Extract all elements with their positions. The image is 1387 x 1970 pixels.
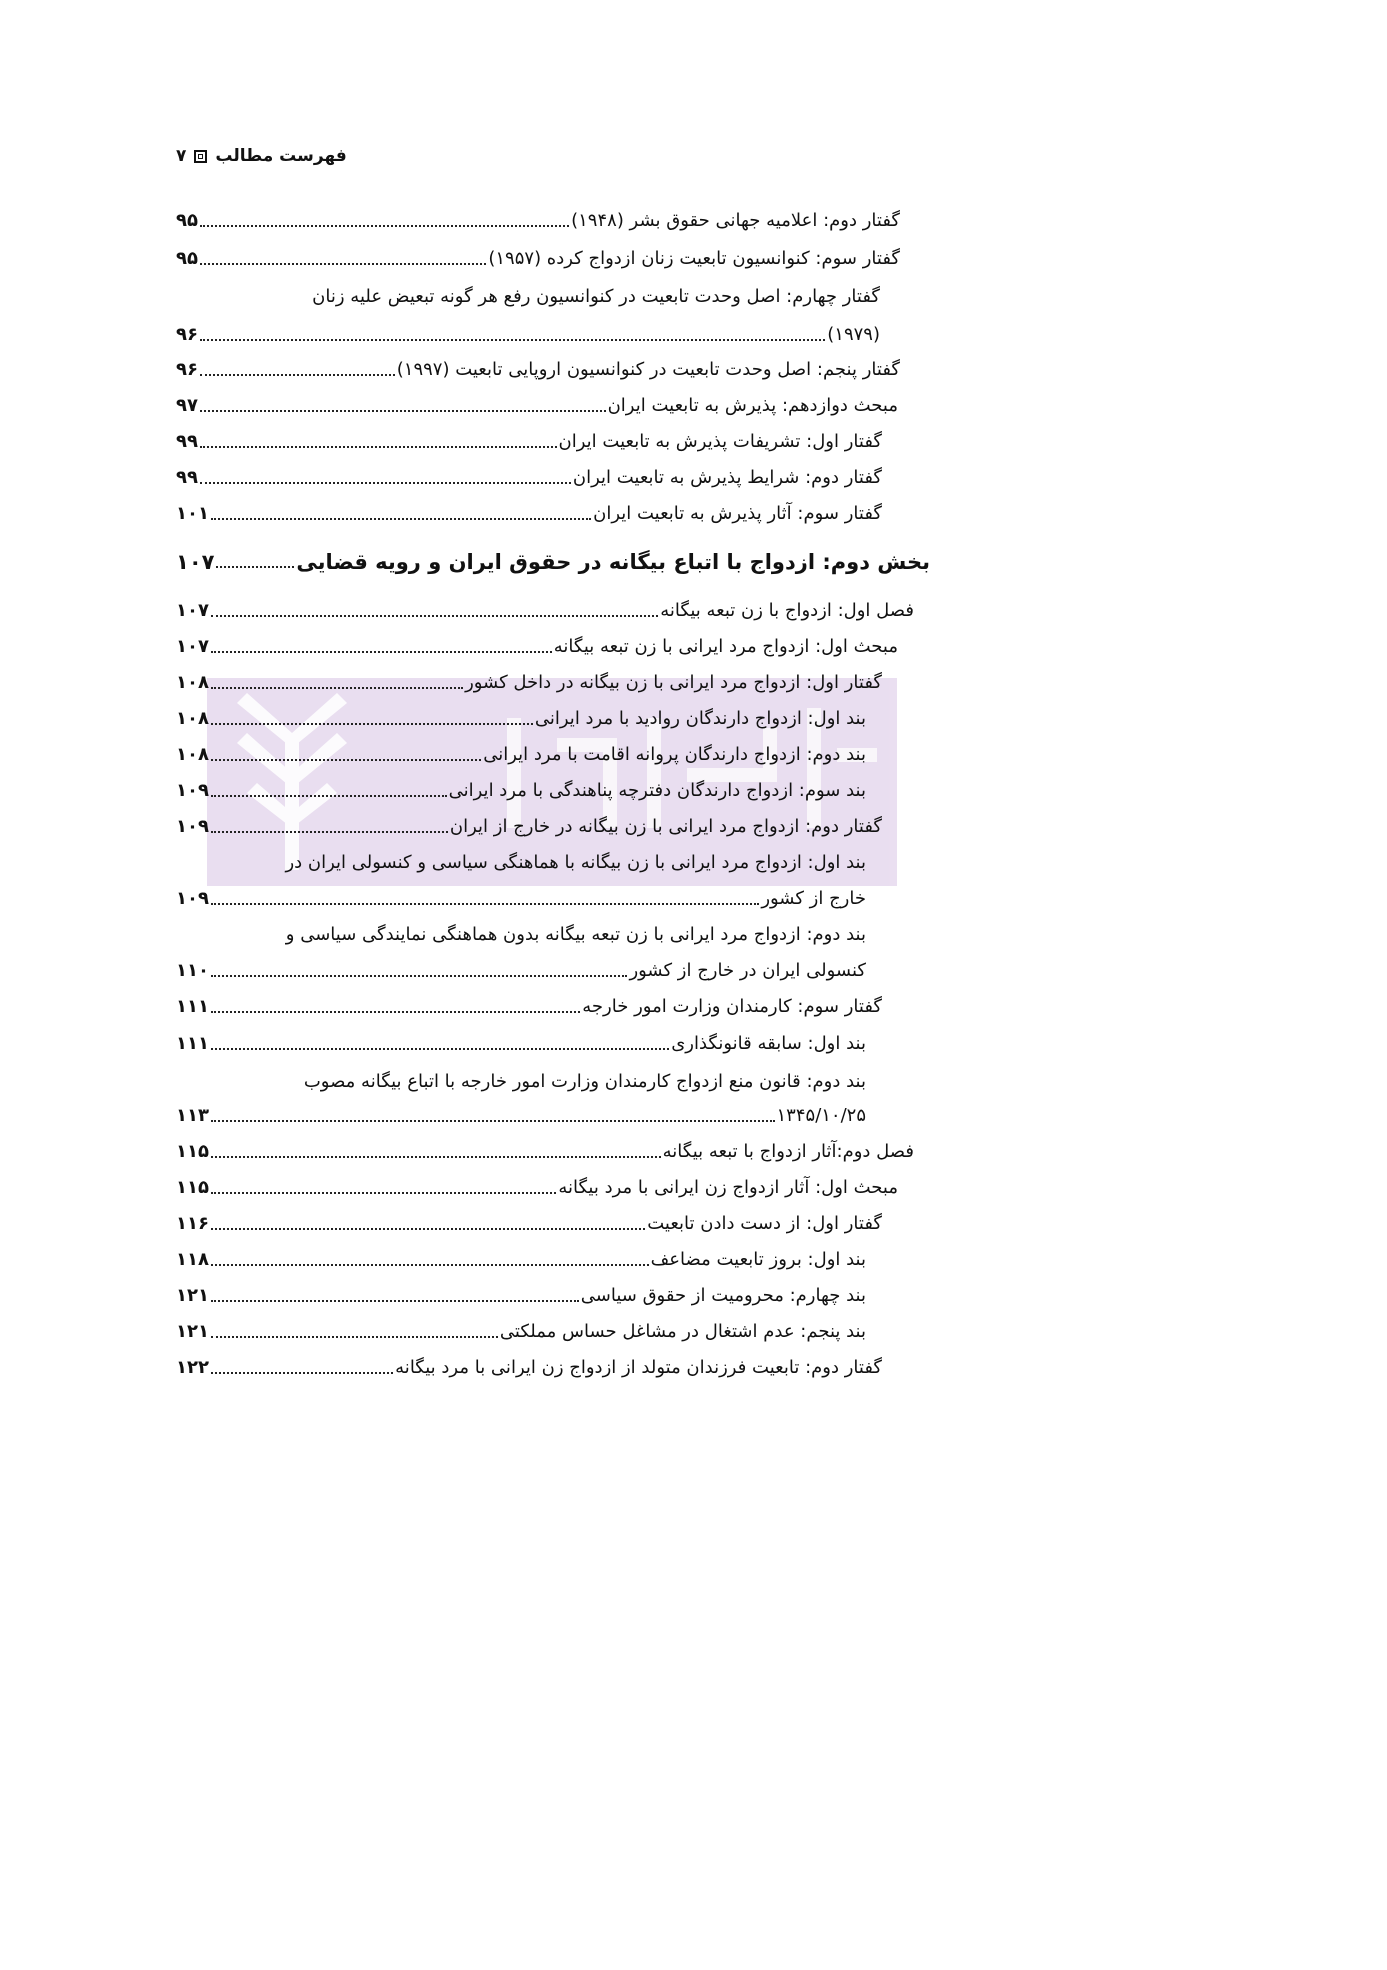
toc-entry-title: بند دوم: ازدواج دارندگان پروانه اقامت با مرد ایرانی [483, 744, 866, 765]
leader-dots [211, 1156, 661, 1158]
leader-dots [211, 723, 533, 725]
toc-entry-page: ۱۱۶ [176, 1213, 209, 1234]
leader-dots [211, 615, 658, 617]
toc-entry-title: خارج از کشور [761, 888, 866, 909]
toc-entry [176, 885, 866, 913]
leader-dots [211, 1192, 556, 1194]
toc-entry-page: ۱۱۳ [176, 1105, 209, 1126]
toc-entry [176, 705, 866, 733]
toc-entry [176, 633, 898, 661]
toc-entry-page: ۱۱۵ [176, 1177, 209, 1198]
toc-entry [176, 777, 866, 805]
leader-dots [211, 687, 463, 689]
toc-entry-page: ۱۰۹ [176, 816, 209, 837]
toc-entry [176, 597, 914, 625]
toc-entry [176, 993, 882, 1021]
toc-entry-page: ۹۵ [176, 248, 198, 269]
leader-dots [211, 975, 627, 977]
leader-dots [216, 566, 294, 568]
toc-entry [176, 741, 866, 769]
toc-entry-page: ۱۱۰ [176, 960, 209, 981]
toc-entry-page: ۱۱۸ [176, 1249, 209, 1270]
toc-entry-page: ۹۹ [176, 431, 198, 452]
leader-dots [211, 759, 481, 761]
header-page-number: ۷ [176, 146, 187, 166]
toc-entry-title: گفتار دوم: تابعیت فرزندان متولد از ازدواج زن ایرانی با مرد بیگانه [395, 1357, 882, 1378]
leader-dots [200, 374, 395, 376]
toc-entry [176, 1174, 898, 1202]
toc-entry-wrapped-line: بند اول: ازدواج مرد ایرانی با زن بیگانه با هماهنگی سیاسی و کنسولی ایران در [285, 852, 866, 873]
toc-entry [176, 1102, 866, 1130]
toc-entry-page: ۹۷ [176, 395, 198, 416]
toc-entry-title: گفتار اول: تشریفات پذیرش به تابعیت ایران [558, 431, 882, 452]
toc-entry-title: فصل دوم:آثار ازدواج با تبعه بیگانه [662, 1141, 914, 1162]
leader-dots [211, 1300, 579, 1302]
toc-entry-wrapped-line: بند دوم: ازدواج مرد ایرانی با زن تبعه بیگانه بدون هماهنگی نمایندگی سیاسی و [285, 924, 866, 945]
toc-entry-wrapped-line: گفتار چهارم: اصل وحدت تابعیت در کنوانسیون رفع هر گونه تبعیض علیه زنان [312, 286, 880, 307]
toc-entry-title: (۱۹۷۹) [827, 324, 880, 345]
toc-entry-title: گفتار اول: از دست دادن تابعیت [647, 1213, 882, 1234]
leader-dots [211, 1011, 580, 1013]
toc-entry-title: بند اول: ازدواج دارندگان روادید با مرد ایرانی [534, 708, 866, 729]
toc-entry-title: بخش دوم: ازدواج با اتباع بیگانه در حقوق ایران و رویه قضایی [296, 550, 930, 574]
leader-dots [200, 446, 557, 448]
toc-entry-title: گفتار پنجم: اصل وحدت تابعیت در کنوانسیون اروپایی تابعیت (۱۹۹۷) [396, 359, 900, 380]
toc-entry-title: بند اول: سابقه قانونگذاری [671, 1033, 866, 1054]
leader-dots [211, 1120, 775, 1122]
toc-entry [176, 813, 882, 841]
toc-entry-title: ۱۳۴۵/۱۰/۲۵ [776, 1105, 866, 1126]
toc-entry-title: بند سوم: ازدواج دارندگان دفترچه پناهندگی با مرد ایرانی [448, 780, 866, 801]
toc-entry-title: کنسولی ایران در خارج از کشور [629, 960, 866, 981]
toc-entry-page: ۹۹ [176, 467, 198, 488]
toc-entry-page: ۱۰۹ [176, 888, 209, 909]
toc-entry-page: ۱۰۸ [176, 744, 209, 765]
toc-entry-page: ۱۱۵ [176, 1141, 209, 1162]
toc-entry-page: ۱۱۱ [176, 996, 209, 1017]
toc-entry-page: ۹۶ [176, 324, 198, 345]
leader-dots [211, 518, 591, 520]
toc-entry-page: ۱۰۱ [176, 503, 209, 524]
toc-entry-wrapped-line: بند دوم: قانون منع ازدواج کارمندان وزارت امور خارجه با اتباع بیگانه مصوب [303, 1071, 866, 1092]
toc-entry [176, 1354, 882, 1382]
toc-entry-title: مبحث دوازدهم: پذیرش به تابعیت ایران [607, 395, 898, 416]
toc-entry-title: مبحث اول: ازدواج مرد ایرانی با زن تبعه بیگانه [553, 636, 898, 657]
leader-dots [211, 1228, 645, 1230]
toc-entry-page: ۱۲۱ [176, 1285, 209, 1306]
toc-entry [176, 392, 898, 420]
toc-entry [176, 1030, 866, 1058]
toc-entry [176, 1282, 866, 1310]
toc-entry [176, 1210, 882, 1238]
toc-entry-title: گفتار دوم: اعلامیه جهانی حقوق بشر (۱۹۴۸) [571, 210, 900, 231]
toc-entry-title: گفتار سوم: کنوانسیون تابعیت زنان ازدواج کرده (۱۹۵۷) [488, 248, 900, 269]
leader-dots [211, 903, 759, 905]
toc-entry-title: بند اول: بروز تابعیت مضاعف [650, 1249, 866, 1270]
toc-entry [176, 428, 882, 456]
toc-entry [176, 669, 882, 697]
leader-dots [211, 831, 448, 833]
toc-entry-page: ۱۰۷ [176, 600, 209, 621]
toc-entry [176, 207, 900, 235]
toc-entry [176, 500, 882, 528]
toc-entry-page: ۱۲۱ [176, 1321, 209, 1342]
leader-dots [211, 1048, 669, 1050]
toc-entry [176, 1138, 914, 1166]
toc-entry [176, 1246, 866, 1274]
toc-entry-page: ۱۰۸ [176, 672, 209, 693]
leader-dots [211, 795, 447, 797]
toc-part-heading [176, 548, 930, 576]
toc-entry-title: گفتار سوم: آثار پذیرش به تابعیت ایران [593, 503, 882, 524]
toc-entry-title: گفتار سوم: کارمندان وزارت امور خارجه [582, 996, 882, 1017]
toc-entry-title: گفتار دوم: ازدواج مرد ایرانی با زن بیگانه در خارج از ایران [449, 816, 882, 837]
leader-dots [211, 1372, 393, 1374]
toc-entry [176, 464, 882, 492]
toc-entry-page: ۱۱۱ [176, 1033, 209, 1054]
leader-dots [211, 1264, 649, 1266]
toc-entry-page: ۹۵ [176, 210, 198, 231]
toc-entry-page: ۱۰۷ [176, 550, 215, 574]
toc-entry-page: ۱۲۲ [176, 1357, 209, 1378]
toc-entry-title: بند چهارم: محرومیت از حقوق سیاسی [580, 1285, 866, 1306]
toc-entry [176, 321, 880, 349]
toc-entry [176, 356, 900, 384]
toc-entry [176, 1318, 866, 1346]
toc-entry-title: فصل اول: ازدواج با زن تبعه بیگانه [660, 600, 914, 621]
toc-entry-title: گفتار اول: ازدواج مرد ایرانی با زن بیگانه در داخل کشور [465, 672, 882, 693]
toc-entry-title: بند پنجم: عدم اشتغال در مشاغل حساس مملکتی [499, 1321, 866, 1342]
toc-entry-page: ۱۰۹ [176, 780, 209, 801]
toc-entry-title: گفتار دوم: شرایط پذیرش به تابعیت ایران [572, 467, 882, 488]
toc-entry [176, 245, 900, 273]
leader-dots [200, 482, 571, 484]
leader-dots [200, 410, 606, 412]
leader-dots [211, 651, 552, 653]
toc-entry-title: مبحث اول: آثار ازدواج زن ایرانی با مرد بیگانه [558, 1177, 898, 1198]
toc-entry [176, 957, 866, 985]
toc-entry-page: ۱۰۷ [176, 636, 209, 657]
header-title: فهرست مطالب [215, 146, 347, 166]
leader-dots [200, 339, 825, 341]
leader-dots [200, 225, 569, 227]
toc-entry-page: ۹۶ [176, 359, 198, 380]
leader-dots [211, 1336, 498, 1338]
toc-entry-page: ۱۰۸ [176, 708, 209, 729]
leader-dots [200, 263, 486, 265]
